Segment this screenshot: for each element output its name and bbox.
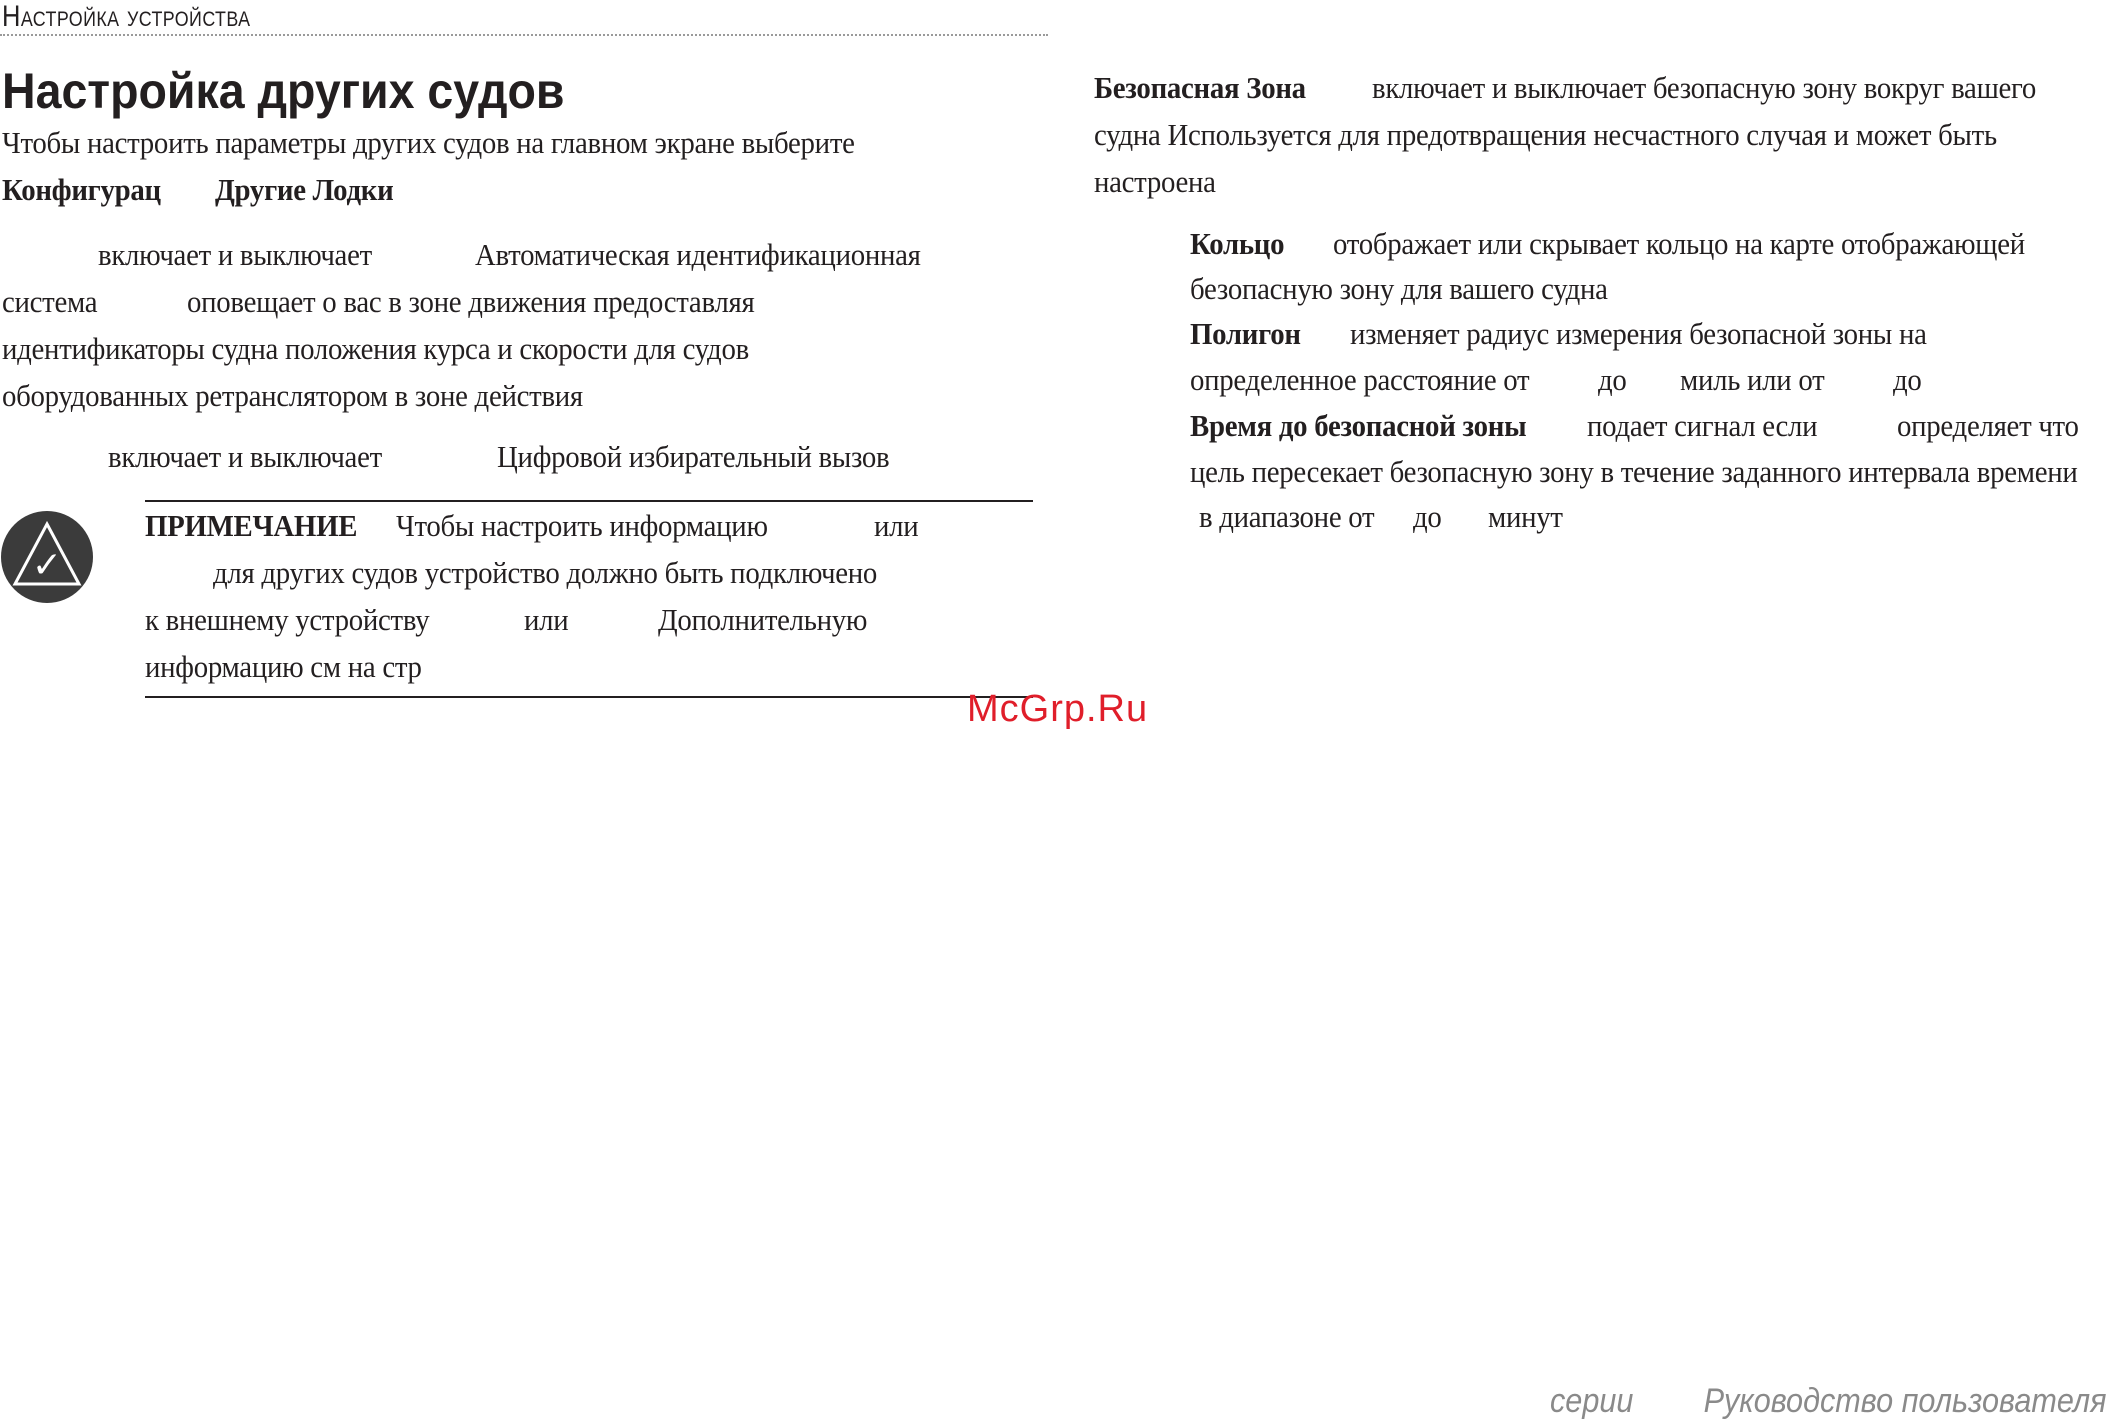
section-title: Настройка других судов <box>2 63 565 119</box>
safe-zone-label: Безопасная Зона <box>1094 70 1306 105</box>
running-header: Настройка устройства <box>2 0 251 33</box>
ais-description: идентификаторы судна положения курса и скорости для судов <box>2 331 749 366</box>
polygon-text: определенное расстояние от <box>1190 362 1530 397</box>
watermark: McGrp.Ru <box>967 688 1149 730</box>
note-label: ПРИМЕЧАНИЕ <box>145 508 358 543</box>
safe-zone-text: включает и выключает безопасную зону вокруг вашего <box>1372 70 2036 105</box>
ais-description: система <box>2 284 98 319</box>
dsc-description: Цифровой избирательный вызов <box>497 439 890 474</box>
note-check-icon <box>0 510 94 604</box>
menu-path-config: Конфигурац <box>2 172 161 207</box>
time-to-zone-label: Время до безопасной зоны <box>1190 408 1527 443</box>
polygon-text: миль или от <box>1680 362 1825 397</box>
page-footer <box>1550 1382 2106 1421</box>
polygon-text: изменяет радиус измерения безопасной зоны на <box>1350 316 1927 351</box>
time-to-zone-text: в диапазоне от <box>1199 499 1375 534</box>
ais-description: оповещает о вас в зоне движения предоставляя <box>187 284 755 319</box>
note-text: к внешнему устройству <box>145 602 430 637</box>
polygon-text: до <box>1598 362 1627 397</box>
time-to-zone-text: подает сигнал если <box>1587 408 1818 443</box>
ais-description: включает и выключает <box>98 237 372 272</box>
svg-text:✓: ✓ <box>31 545 63 586</box>
note-text: Дополнительную <box>658 602 868 637</box>
time-to-zone-text: цель пересекает безопасную зону в течение заданного интервала времени <box>1190 454 2078 489</box>
ring-text: отображает или скрывает кольцо на карте отображающей <box>1333 226 2025 261</box>
dsc-description: включает и выключает <box>108 439 382 474</box>
safe-zone-text: судна Используется для предотвращения несчастного случая и может быть <box>1094 117 1997 152</box>
ring-label: Кольцо <box>1190 226 1285 261</box>
time-to-zone-text: до <box>1413 499 1442 534</box>
ais-description: Автоматическая идентификационная <box>475 237 921 272</box>
ring-text: безопасную зону для вашего судна <box>1190 271 1608 306</box>
footer-manual-title: Руководство пользователя <box>1703 1382 2107 1420</box>
intro-text: Чтобы настроить параметры других судов на главном экране выберите <box>2 125 855 160</box>
note-text: или <box>524 602 569 637</box>
ais-description: оборудованных ретранслятором в зоне действия <box>2 378 583 413</box>
polygon-label: Полигон <box>1190 316 1301 351</box>
polygon-text: до <box>1893 362 1922 397</box>
footer-series: серии <box>1550 1382 1634 1420</box>
note-text: или <box>874 508 919 543</box>
safe-zone-text: настроена <box>1094 164 1216 199</box>
note-text: Чтобы настроить информацию <box>396 508 768 543</box>
note-top-rule <box>145 500 1033 502</box>
time-to-zone-text: минут <box>1488 499 1563 534</box>
note-page-reference[interactable]: информацию см на стр <box>145 649 422 684</box>
menu-path-other-boats: Другие Лодки <box>215 172 394 207</box>
note-bottom-rule <box>145 696 1033 698</box>
note-text: для других судов устройство должно быть подключено <box>213 555 878 590</box>
time-to-zone-text: определяет что <box>1897 408 2079 443</box>
header-divider <box>0 34 1048 36</box>
